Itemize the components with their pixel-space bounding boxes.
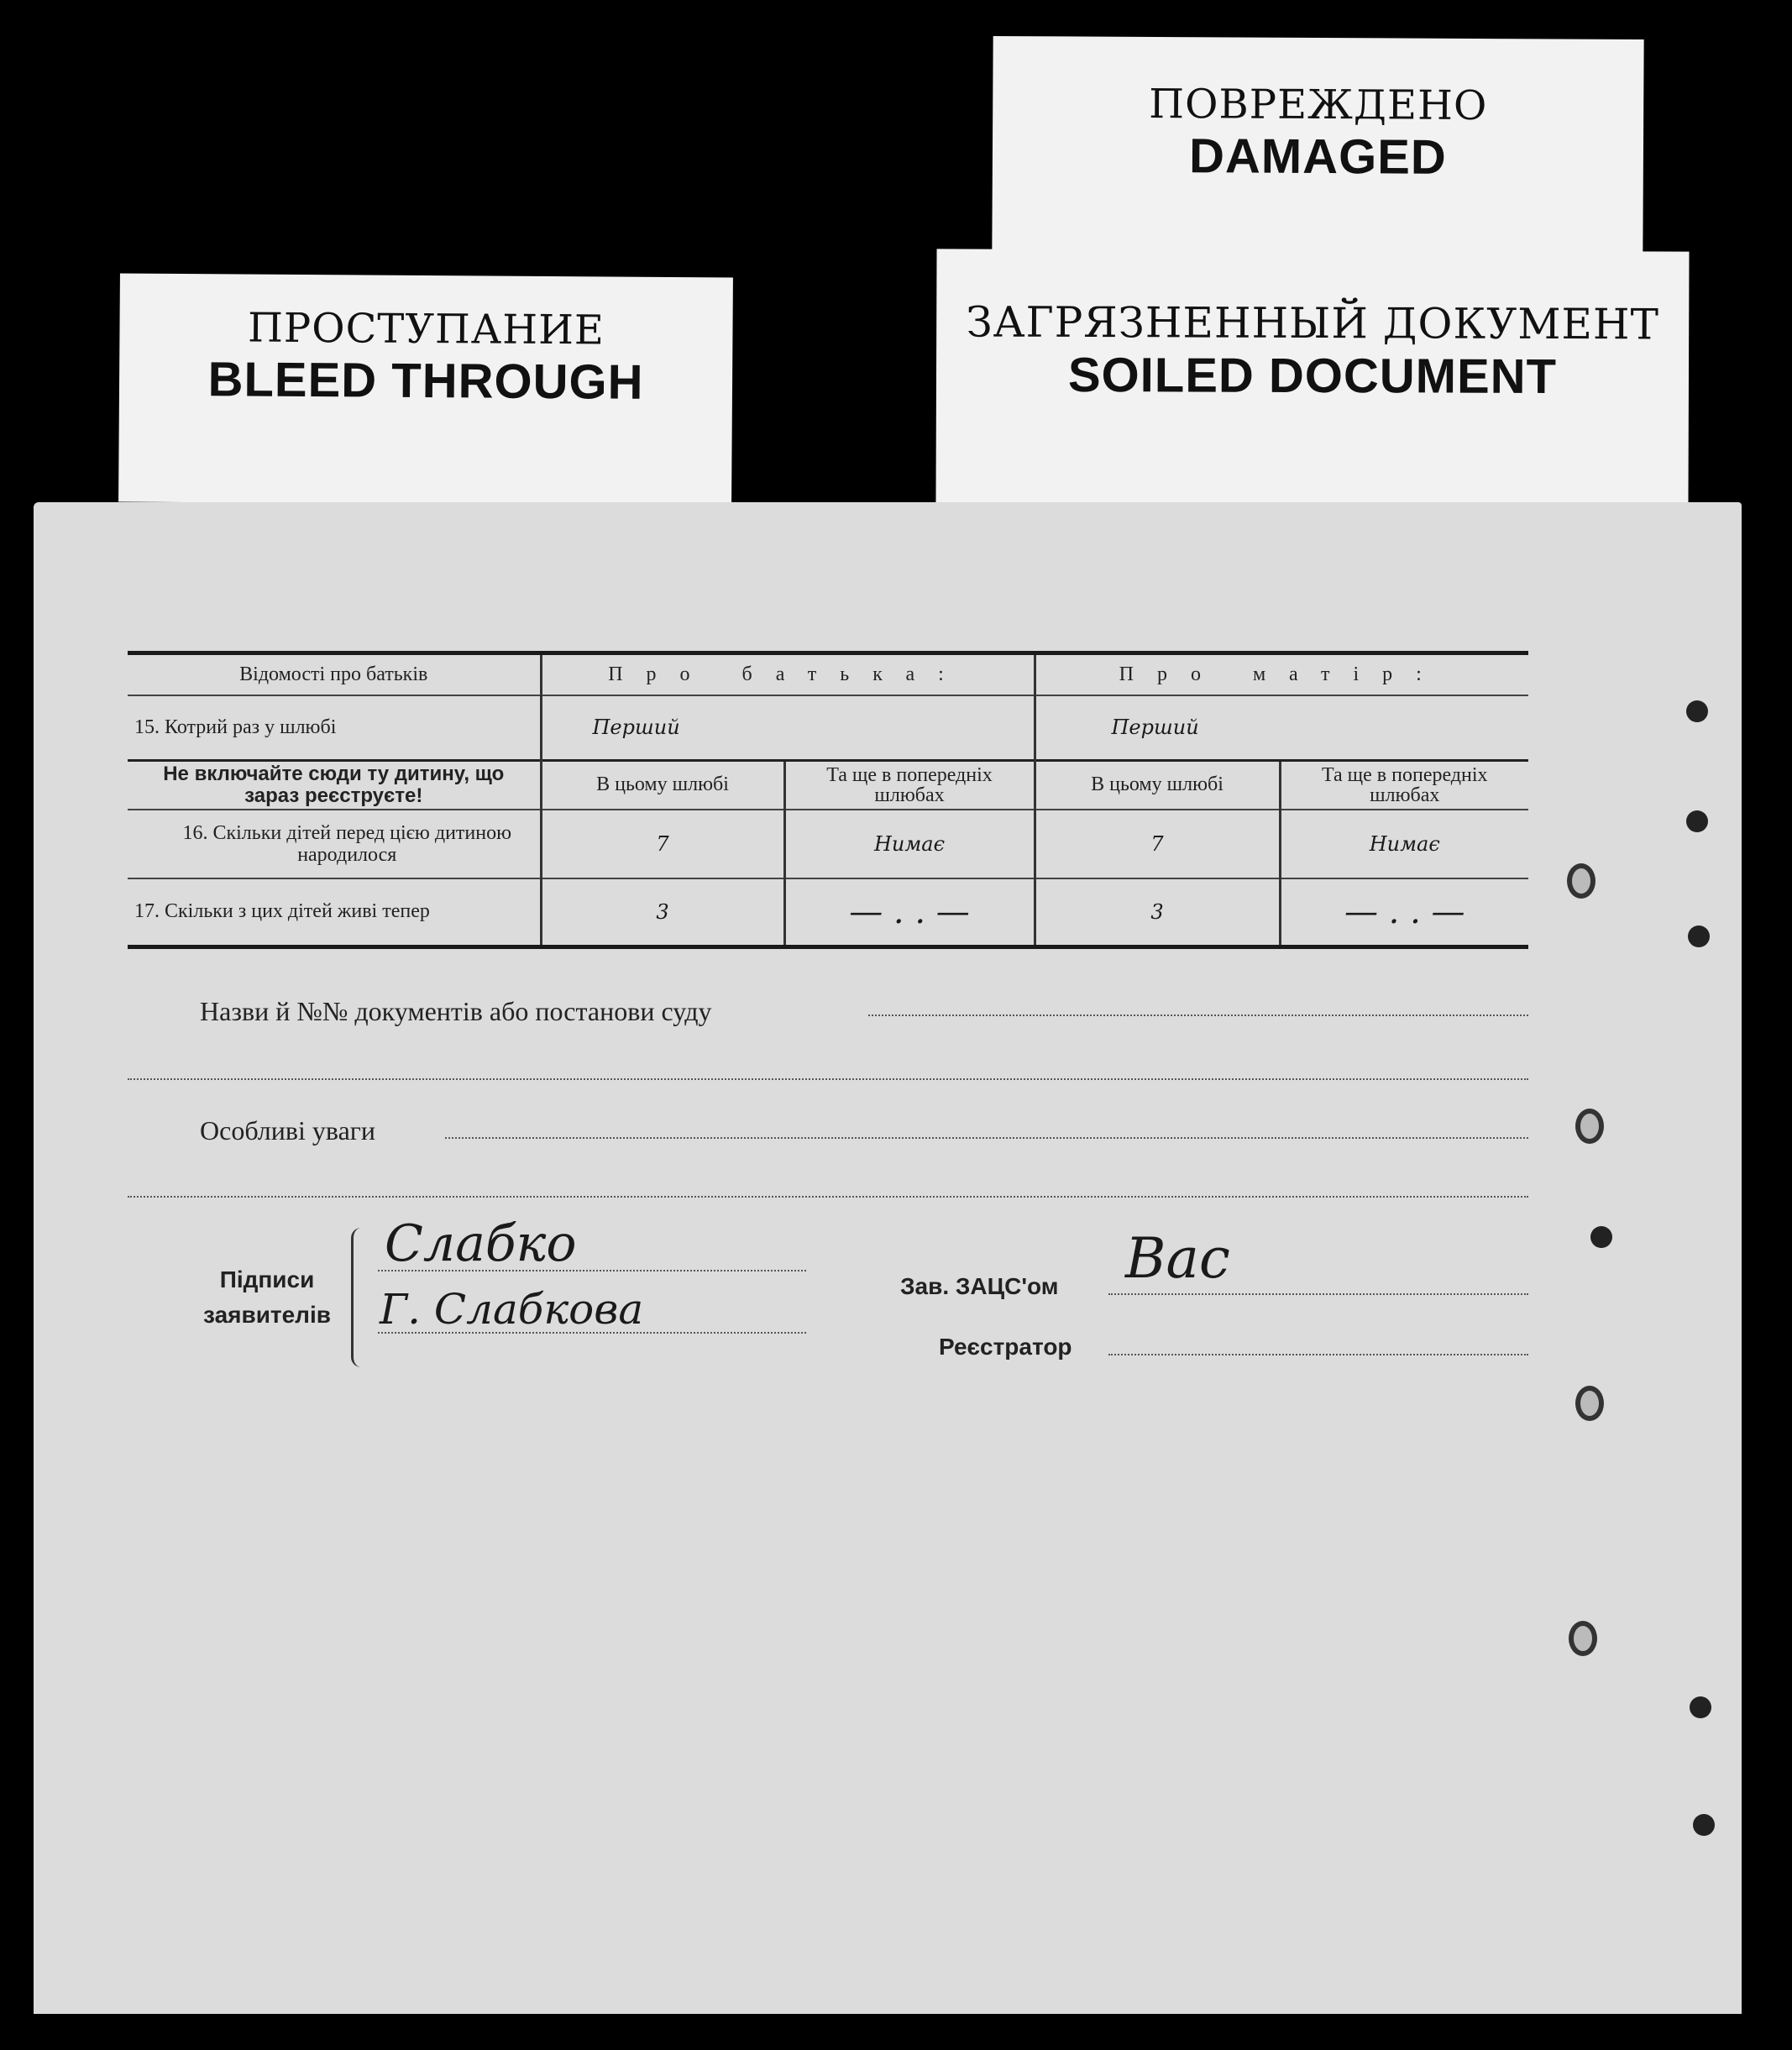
col-this-marriage-father: В цьому шлюбі [541, 761, 784, 810]
soiled-document-label-card [935, 249, 1689, 505]
bleed-label-ru: ПРОСТУПАНИЕ [247, 304, 605, 354]
parents-info-table [128, 651, 1528, 949]
applicant-signature-1: Слабко [385, 1214, 577, 1273]
q16-father-prev: Нимає [784, 810, 1035, 878]
header-about-father: Про батька: [541, 653, 1035, 695]
punch-hole [1690, 1696, 1711, 1718]
q16-mother-this: 7 [1035, 810, 1280, 878]
applicant-signature-2: Г. Слабкова [380, 1285, 644, 1334]
signatures-label-line1: Підписи [219, 1266, 315, 1292]
q17-father-this: 3 [541, 878, 784, 947]
registrar-label: Реєстратор [939, 1334, 1072, 1360]
bleed-through-label-card [118, 273, 733, 506]
q17-mother-this: 3 [1035, 878, 1280, 947]
q16-mother-prev: Нимає [1280, 810, 1528, 878]
header-about-mother: Про матір: [1035, 653, 1528, 695]
signatures-brace [351, 1228, 372, 1367]
punch-hole-ring [1569, 1621, 1597, 1656]
q15-father-answer: Перший [541, 695, 1035, 761]
documents-line [868, 1015, 1528, 1016]
bleed-label-en: BLEED THROUGH [207, 352, 644, 410]
punch-hole [1688, 925, 1710, 947]
signature-line-1 [378, 1270, 806, 1271]
signature-line-2 [378, 1332, 806, 1334]
punch-hole-ring [1575, 1386, 1604, 1421]
col-this-marriage-mother: В цьому шлюбі [1035, 761, 1280, 810]
soiled-label-en: SOILED DOCUMENT [1067, 347, 1558, 405]
damaged-label-ru: ПОВРЕЖДЕНО [1149, 80, 1488, 130]
punch-hole-ring [1567, 863, 1596, 899]
registrar-line [1108, 1354, 1528, 1355]
exclude-child-note: Не включайте сюди ту дитину, що зараз реєструєте! [128, 761, 541, 810]
header-parents-info: Відомості про батьків [128, 653, 541, 695]
soiled-label-ru: ЗАГРЯЗНЕННЫЙ ДОКУМЕНТ [966, 297, 1660, 349]
damaged-label-card [992, 36, 1643, 256]
punch-hole [1590, 1226, 1612, 1248]
q17-mother-prev: — . . — [1280, 878, 1528, 947]
punch-hole [1686, 700, 1708, 722]
question-17-label: 17. Скільки з цих дітей живі тепер [128, 878, 541, 947]
signatures-label-line2: заявителів [203, 1302, 331, 1328]
zags-head-label: Зав. ЗАЦС'ом [900, 1273, 1059, 1299]
punch-hole [1686, 810, 1708, 832]
special-notes-line-2 [128, 1196, 1528, 1198]
damaged-label-en: DAMAGED [1188, 128, 1447, 185]
q15-mother-answer: Перший [1035, 695, 1528, 761]
punch-hole [1693, 1814, 1715, 1836]
col-previous-marriages-father: Та ще в попередніх шлюбах [784, 761, 1035, 810]
q17-father-prev: — . . — [784, 878, 1035, 947]
zags-head-signature: Вас [1125, 1226, 1230, 1291]
col-previous-marriages-mother: Та ще в попередніх шлюбах [1280, 761, 1528, 810]
question-16-label: 16. Скільки дітей перед цією дитиною народилося [128, 810, 541, 878]
punch-hole-ring [1575, 1109, 1604, 1144]
q16-father-this: 7 [541, 810, 784, 878]
question-15-label: 15. Котрий раз у шлюбі [128, 695, 541, 761]
special-notes-label: Особливі уваги [200, 1115, 376, 1146]
documents-line-2 [128, 1078, 1528, 1080]
documents-label: Назви й №№ документів або постанови суду [200, 996, 712, 1026]
special-notes-line [445, 1137, 1528, 1139]
signatures-label [183, 1266, 351, 1329]
zags-head-line [1108, 1293, 1528, 1295]
